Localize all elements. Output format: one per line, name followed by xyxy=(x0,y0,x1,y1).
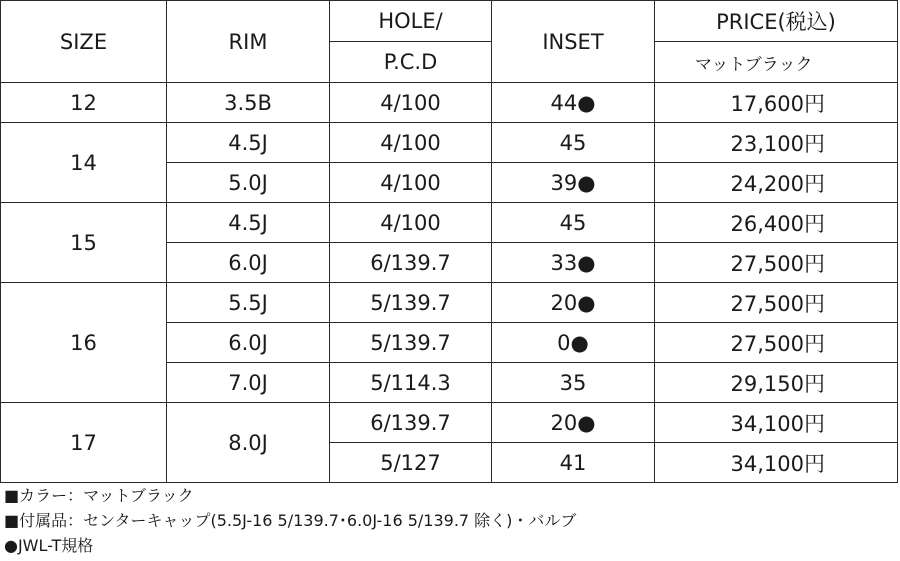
inset-cell: 45 xyxy=(492,203,655,243)
inset-cell: 0● xyxy=(492,323,655,363)
header-size: SIZE xyxy=(1,1,167,83)
price-cell: 26,400円 xyxy=(655,203,898,243)
size-cell: 14 xyxy=(1,123,167,203)
price-cell: 29,150円 xyxy=(655,363,898,403)
price-cell: 23,100円 xyxy=(655,123,898,163)
price-cell: 27,500円 xyxy=(655,323,898,363)
rim-cell: 4.5J xyxy=(167,203,330,243)
pcd-cell: 6/139.7 xyxy=(330,243,492,283)
pcd-cell: 5/139.7 xyxy=(330,283,492,323)
pcd-cell: 4/100 xyxy=(330,83,492,123)
rim-cell: 8.0J xyxy=(167,403,330,483)
inset-cell: 41 xyxy=(492,443,655,483)
table-row xyxy=(1,403,898,443)
table-row xyxy=(1,203,898,243)
pcd-cell: 4/100 xyxy=(330,163,492,203)
pcd-cell: 4/100 xyxy=(330,123,492,163)
inset-cell: 35 xyxy=(492,363,655,403)
header-price: PRICE(税込) xyxy=(655,1,898,42)
table-row xyxy=(1,123,898,163)
inset-cell: 20● xyxy=(492,283,655,323)
inset-cell: 44● xyxy=(492,83,655,123)
size-cell: 17 xyxy=(1,403,167,483)
pcd-cell: 4/100 xyxy=(330,203,492,243)
header-rim: RIM xyxy=(167,1,330,83)
inset-cell: 39● xyxy=(492,163,655,203)
size-cell: 12 xyxy=(1,83,167,123)
note-color: ■カラー：マットブラック xyxy=(4,486,194,505)
header-inset: INSET xyxy=(492,1,655,83)
rim-cell: 3.5B xyxy=(167,83,330,123)
price-cell: 27,500円 xyxy=(655,243,898,283)
rim-cell: 6.0J xyxy=(167,243,330,283)
inset-cell: 20● xyxy=(492,403,655,443)
note-accessories: ■付属品：センターキャップ(5.5J-16 5/139.7･6.0J-16 5/139.7 除く)・バルブ xyxy=(4,511,577,530)
rim-cell: 6.0J xyxy=(167,323,330,363)
header-row xyxy=(1,1,898,42)
size-cell: 15 xyxy=(1,203,167,283)
notes xyxy=(4,483,576,558)
header-hole: HOLE/ xyxy=(330,1,492,42)
price-cell: 24,200円 xyxy=(655,163,898,203)
pcd-cell: 5/114.3 xyxy=(330,363,492,403)
table-row xyxy=(1,283,898,323)
pcd-cell: 6/139.7 xyxy=(330,403,492,443)
header-price-finish: マットブラック xyxy=(655,42,898,83)
table-row xyxy=(1,83,898,123)
header-pcd: P.C.D xyxy=(330,42,492,83)
price-cell: 27,500円 xyxy=(655,283,898,323)
pcd-cell: 5/127 xyxy=(330,443,492,483)
size-cell: 16 xyxy=(1,283,167,403)
rim-cell: 4.5J xyxy=(167,123,330,163)
price-cell: 34,100円 xyxy=(655,403,898,443)
inset-cell: 45 xyxy=(492,123,655,163)
price-cell: 34,100円 xyxy=(655,443,898,483)
rim-cell: 5.5J xyxy=(167,283,330,323)
rim-cell: 7.0J xyxy=(167,363,330,403)
inset-cell: 33● xyxy=(492,243,655,283)
price-cell: 17,600円 xyxy=(655,83,898,123)
note-jwlt: ●JWL-T規格 xyxy=(4,536,94,555)
rim-cell: 5.0J xyxy=(167,163,330,203)
pcd-cell: 5/139.7 xyxy=(330,323,492,363)
